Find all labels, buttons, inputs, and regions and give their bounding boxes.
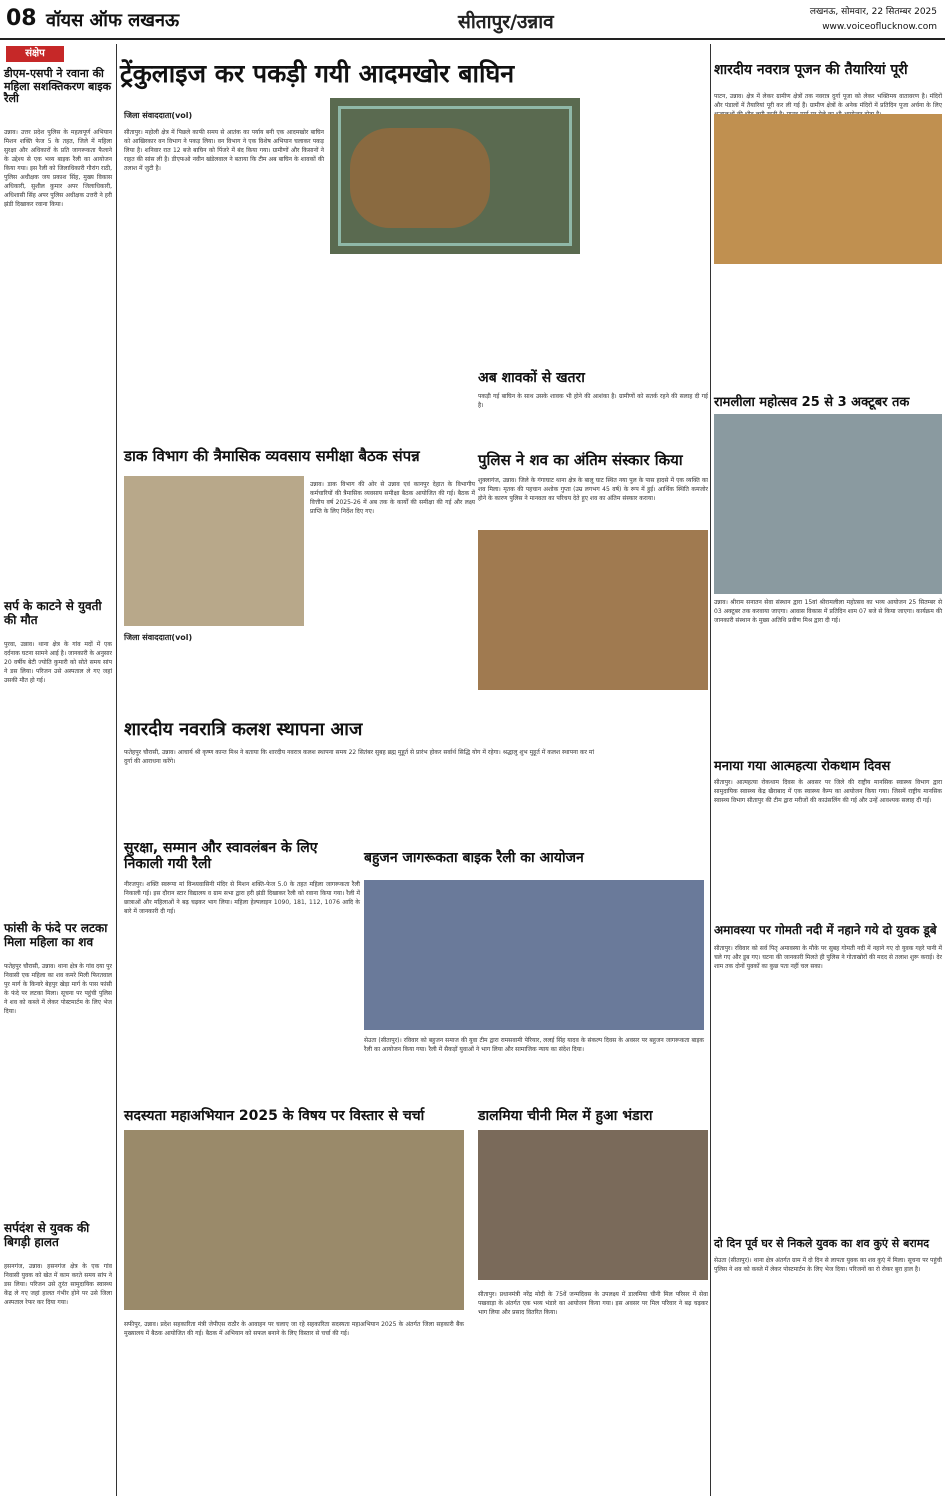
ticker-label: संक्षेप xyxy=(6,46,64,62)
goddess-idols-photo xyxy=(714,114,942,264)
website: www.voiceoflucknow.com xyxy=(822,22,937,32)
ramlila-photo xyxy=(714,414,942,594)
page-number: 08 xyxy=(6,6,37,31)
region-title: सीतापुर/उन्नाव xyxy=(458,11,554,33)
police-body: शुक्लागंज, उन्नाव। जिले के गंगाघाट थाना क्षेत्र के बालू घाट स्थित नया पुल के पास हादसे में एक व्यक्ति का शव मिला। मृतक की पहचान अशोक गुप्ता (उम्र लगभग 45 वर्ष) के रूप में हुई। आर्थिक स्थिति कमजोर होने के कारण पुलिस ने मानवता का परिचय देते हुए शव का अंतिम संस्कार कराया। xyxy=(478,477,708,502)
masthead: वॉयस ऑफ लखनऊ xyxy=(46,10,180,31)
postal-meeting-photo xyxy=(124,476,304,626)
navratri-body: पाटन, उन्नाव। क्षेत्र में लेकर ग्रामीण क्षेत्रों तक नवरात्र दुर्गा पूजा को लेकर भक्तिमय वातावरण है। मंदिरों और पंडालों में तैयारियां पूरी कर ली गई हैं। ग्रामीण क्षेत्रों के अनेक मंदिरों में प्रतिदिन पूजा अर्चना के लिए xyxy=(714,93,942,109)
navratri-body-continued xyxy=(714,268,942,388)
well-headline: दो दिन पूर्व घर से निकले युवक का शव कुएं से बरामद xyxy=(714,1237,930,1250)
drowning-body: सीतापुर। रविवार को सर्व पितृ अमावस्या के मौके पर सुबह गोमती नदी में नहाने गए दो युवक गहरे पानी में चले गए और डूब गए। घटना की जानकारी मिलते ही पुलिस ने गोताखोरों की मदद से तलाश शुरू कराई। देर शाम तक दोनों युवकों का कुछ पता नहीं चल सका। xyxy=(714,945,942,970)
left-story-2-headline: सर्प के काटने से युवती की मौत xyxy=(4,599,102,627)
sugar-mill-headline: डालमिया चीनी मिल में हुआ भंडारा xyxy=(478,1108,653,1124)
left-story-3-headline: फांसी के फंदे पर लटका मिला महिला का शव xyxy=(4,921,108,949)
left-story-1-headline: डीएम-एसपी ने रवाना की महिला सशक्तिकरण बाइक रैली xyxy=(4,67,112,106)
postal-headline: डाक विभाग की त्रैमासिक व्यवसाय समीक्षा बैठक संपन्न xyxy=(124,447,420,465)
postal-body: उन्नाव। डाक विभाग की ओर से उन्नाव एवं कानपुर देहात के विभागीय कर्मचारियों की त्रैमासिक व्यवसाय समीक्षा बैठक आयोजित की गई। बैठक में वित्तीय वर्ष 2025-26 में अब तक के कार्यों की समीक्षा की गई और लक्ष्य प्राप्ति के लिए निर्देश दिए गए। xyxy=(310,481,475,515)
bike-rally-photo xyxy=(364,880,704,1030)
left-story-1-body: उन्नाव। उत्तर प्रदेश पुलिस के महत्वपूर्ण अभियान मिशन शक्ति फेज 5 के तहत, जिले में महिला सुरक्षा और अधिकारों के प्रति जागरूकता फैलाने के उद्देश्य से एक भव्य बाइक रैली का आयोजन किया गया। इस रैली को जिलाधिकारी गौरांग राठी, पुलिस अधीक्षक जय प्रकाश सिंह, मुख्य विकास अधिकारी, सुशील कुमार अपर जिलाधिकारी, अधिशासी सिंह अपर पुलिस अधीक्षक उत्तरी ने हरी झंडी दिखाकर रवाना किया। xyxy=(4,129,112,208)
well-body: सेउता (सीतापुर)। थाना क्षेत्र अंतर्गत ग्राम में दो दिन से लापता युवक का शव कुएं में मिला। सूचना पर पहुंची पुलिस ने शव को कब्जे में लेकर पोस्टमार्टम के लिए भेज दिया। परिजनों का रो रोकर बुरा हाल है। xyxy=(714,1257,942,1273)
ramlila-body: उन्नाव। श्रीराम सनातन सेवा संस्थान द्वारा 15वां श्रीरामलीला महोत्सव का भव्य आयोजन 25 सितम्बर से 03 अक्टूबर तक करवाया जाएगा। आवास विकास में प्रतिदिन शाम 07 बजे से किया जाएगा। कार्यक्रम की जानकारी संस्थान के मुख्य अतिथि प्रवीण मिश्र द्वारा दी गई। xyxy=(714,599,942,624)
navratri-headline: शारदीय नवरात्र पूजन की तैयारियां पूरी xyxy=(714,62,908,78)
ramlila-headline: रामलीला महोत्सव 25 से 3 अक्टूबर तक xyxy=(714,395,910,410)
lead-body: सीतापुर। महोली क्षेत्र में पिछले काफी समय से आतंक का पर्याय बनी एक आदमखोर बाघिन को आखिरकार वन विभाग ने पकड़ लिया। वन विभाग ने एक विशेष अभियान चलाकर पकड़ लिया है। शनिवार रात 12 बजे बाघिन को पिंजरे में बंद किया गया। ग्रामीणों और किसानों ने राहत की सांस ली है। डीएफओ नवीन खंडेलवाल ने बताया कि टीम अब बाघिन के शावकों की तलाश में जुटी है। xyxy=(124,129,324,172)
left-story-4-headline: सर्पदंश से युवक की बिगड़ी हालत xyxy=(4,1221,90,1249)
membership-body: सफीपुर, उन्नाव। प्रदेश सहकारिता मंत्री जेपीएस राठौर के आवाहन पर चलाए जा रहे सहकारिता सदस्यता महाअभियान 2025 के अंतर्गत जिला सहकारी बैंक मुख्यालय में बैठक आयोजित की गई। बैठक में अभियान को सफल बनाने के लिए विस्तार से चर्चा की गई। xyxy=(124,1321,464,1337)
date-line: लखनऊ, सोमवार, 22 सितम्बर 2025 xyxy=(809,7,937,17)
lead-body-continued xyxy=(330,262,475,428)
rally-body: नीरजपुर। शक्ति स्वरूपा मां विन्ध्यवासिनी मंदिर से मिशन शक्ति-फेज 5.0 के तहत महिला जागरूकता रैली निकाली गई। इस दौरान स्टार विद्यालय व ग्राम सभा द्वारा हरी झंडी दिखाकर रैली को रवाना किया गया। रैली में छात्राओं और महिलाओं ने बढ़ चढ़कर भाग लिया। महिला हेल्पलाइन 1090, 181, 112, 1076 आदि के बारे में जानकारी दी गई। xyxy=(124,881,360,915)
membership-photo xyxy=(124,1130,464,1310)
police-photo xyxy=(478,530,708,690)
police-headline: पुलिस ने शव का अंतिम संस्कार किया xyxy=(478,451,683,469)
column-divider xyxy=(116,44,117,1496)
lead-sub-headline: अब शावकों से खतरा xyxy=(478,370,585,386)
mental-health-body: सीतापुर। आत्महत्या रोकथाम दिवस के अवसर पर जिले की राष्ट्रीय मानसिक स्वास्थ्य विभाग द्वारा सामुदायिक स्वास्थ्य केंद्र खैराबाद में एक स्वास्थ्य कैम्प का आयोजन किया गया। जिसमें राष्ट्रीय मानसिक स्वास्थ्य विभाग सीतापुर की टीम द्वारा मरीजों की काउंसलिंग की गई और उन्हें आवश्यक सलाह दी गई। xyxy=(714,779,942,804)
left-story-3-body: फतेहपुर चौरासी, उन्नाव। थाना क्षेत्र के गांव दया पुर निवासी एक महिला का शव कमरे मिली फिरतवाल पुर मार्ग के किनारे बेहपुर खेड़ा मार्ग के पास फांसी के फंदे पर लटका मिला। सूचना पर पहुंची पुलिस ने शव को कब्जे में लेकर पोस्टमार्टम के लिए भेज दिया। xyxy=(4,963,112,1015)
kalash-body: फतेहपुर चौरासी, उन्नाव। आचार्य श्री कृष्ण कान्त मिश्र ने बताया कि शारदीय नवरात्र कलश स्थापना समय 22 सितंबर सुबह ब्रह्म मुहूर्त से प्रारंभ होकर सर्वार्थ सिद्धि योग में रहेगा। श्रद्धालु शुभ मुहूर्त में कलश स्थापना कर मां दुर्गा की आराधना करेंगे। xyxy=(124,749,594,765)
postal-byline: जिला संवाददाता(vol) xyxy=(124,633,193,642)
lead-headline: ट्रेंकुलाइज कर पकड़ी गयी आदमखोर बाघिन xyxy=(120,59,515,88)
left-story-4-body: हसनगंज, उन्नाव। हसनगंज क्षेत्र के एक गांव निवासी युवक को खेत में काम करते समय सांप ने डस लिया। परिजन उसे तुरंत सामुदायिक स्वास्थ्य केंद्र ले गए जहां हालत गंभीर होने पर उसे जिला अस्पताल रेफर कर दिया गया। xyxy=(4,1263,112,1306)
sugar-mill-body: सीतापुर। प्रधानमंत्री नरेंद्र मोदी के 75वें जन्मदिवस के उपलक्ष्य में डालमिया चीनी मिल परिसर में सेवा पखवाड़ा के अंतर्गत एक भव्य भंडारे का आयोजन किया गया। इस अवसर पर मिल परिवार ने बढ़ चढ़कर भाग लिया और प्रसाद वितरित किया। xyxy=(478,1291,708,1316)
left-story-2-body: पुरवा, उन्नाव। थाना क्षेत्र के गांव मदों में एक दर्दनाक घटना सामने आई है। जानकारी के अनुसार 20 वर्षीय बेटी ज्योति कुमारी को सोते समय सांप ने डस लिया। परिजन उसे अस्पताल ले गए जहां उसकी मौत हो गई। xyxy=(4,641,112,684)
rally-headline: सुरक्षा, सम्मान और स्वावलंबन के लिए निकाली गयी रैली xyxy=(124,840,318,873)
lead-sub-body: पकड़ी गई बाघिन के साथ उसके शावक भी होने की आशंका है। ग्रामीणों को सतर्क रहने की सलाह दी गई है। xyxy=(478,393,708,409)
lead-byline: जिला संवाददाता(vol) xyxy=(124,111,193,120)
kalash-headline: शारदीय नवरात्रि कलश स्थापना आज xyxy=(124,719,363,740)
mental-health-headline: मनाया गया आत्महत्या रोकथाम दिवस xyxy=(714,759,891,774)
tiger-cage-photo xyxy=(330,98,580,254)
bike-rally-body: सेउता (सीतापुर)। रविवार को बहुजन समाज की युवा टीम द्वारा रामसवामी पेरियार, ललई सिंह यादव के संकल्प दिवस के अवसर पर बहुजन जागरूकता बाइक रैली का आयोजन किया गया। रैली में सैकड़ों युवाओं ने भाग लिया और सामाजिक न्याय का संदेश दिया। xyxy=(364,1037,704,1053)
newspaper-header xyxy=(0,0,945,40)
bike-rally-headline: बहुजन जागरूकता बाइक रैली का आयोजन xyxy=(364,850,584,866)
right-column-divider xyxy=(710,44,711,1496)
membership-headline: सदस्यता महाअभियान 2025 के विषय पर विस्तार से चर्चा xyxy=(124,1108,425,1124)
sugar-mill-photo xyxy=(478,1130,708,1280)
drowning-headline: अमावस्या पर गोमती नदी में नहाने गये दो युवक डूबे xyxy=(714,923,937,937)
